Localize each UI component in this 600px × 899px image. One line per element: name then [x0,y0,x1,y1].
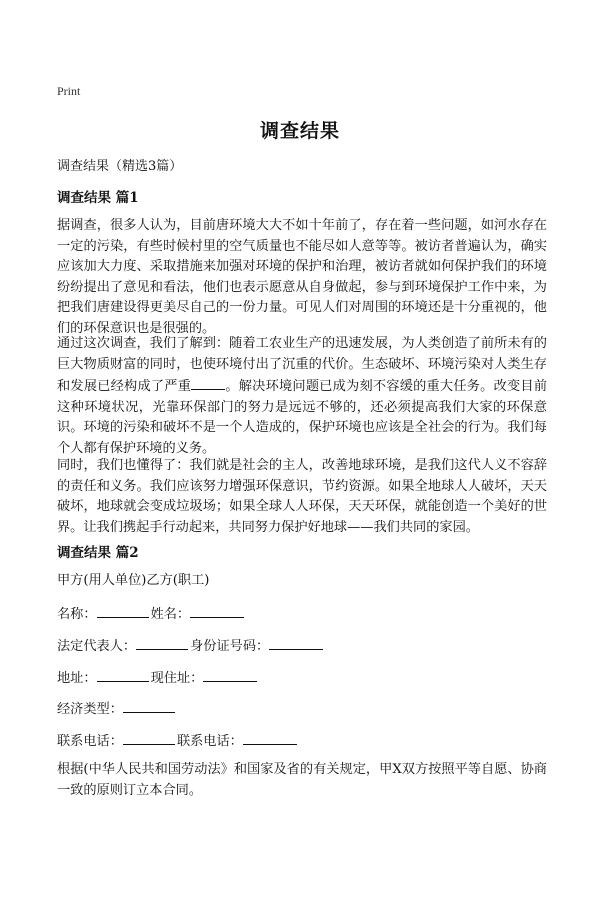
fill-in-blank [191,375,225,390]
representative-blank [136,635,188,650]
phone-blank-2 [243,730,297,745]
print-label: Print [57,84,81,98]
document-title: 调查结果 [259,120,340,142]
form-row-address [57,667,259,688]
address-blank [97,667,149,682]
id-number-label: 身份证号码： [190,639,270,654]
name-label: 名称： [57,607,97,622]
name-blank [97,603,149,618]
contract-parties: 甲方(用人单位)乙方(职工) [57,573,210,588]
id-number-blank [269,635,323,650]
paragraph-2-text-start: 通过这次调查，我们了解到：随着工农业生产的迅速发展，为人类创造了前所未有的巨大物质财富的同时，也使环境付出了沉重的代价。生态破坏、环境污染对人类生存和发展已经构成了严重 [57,336,547,394]
document-subtitle: 调查结果（精选3篇） [57,159,183,174]
section2-heading: 调查结果 篇2 [57,545,139,561]
section1-heading: 调查结果 篇1 [57,190,139,206]
address-label: 地址： [57,671,97,686]
phone-blank-1 [123,730,175,745]
section1-paragraph-3: 同时，我们也懂得了：我们就是社会的主人，改善地球环境，是我们这代人义不容辞的责任和义务。我们应该努力增强环保意识，节约资源。如果全地球人人破坏，天天破坏，地球就会变成垃圾场；如果全球人人环保，天天环保，就能创造一个美好的世界。让我们携起手行动起来，共同努力保护好地球——我们共同的家园。 [57,458,547,535]
form-row-name [57,603,246,624]
current-address-blank [203,667,257,682]
current-address-label: 现住址： [150,671,204,686]
contract-closing-paragraph: 根据(中华人民共和国劳动法》和国家及省的有关规定，甲X双方按照平等自愿、协商一致的原则订立本合同。 [57,762,547,798]
representative-label: 法定代表人： [57,639,137,654]
person-name-blank [190,603,244,618]
phone-label-1: 联系电话： [57,734,123,749]
economic-type-blank [123,698,175,713]
section1-paragraph-1: 据调查，很多人认为，目前唐环境大大不如十年前了，存在着一些问题，如河水存在一定的污染，有些时候村里的空气质量也不能尽如人意等等。被访者普遍认为，确实应该加大力度、采取措施来加强对环境的保护和治理，被访者就如何保护我们的环境纷纷提出了意见和看法，他们也表示愿意从自身做起，参与到环境保护工作中来，为把我们唐建设得更美尽自己的一份力量。可见人们对周围的环境还是十分重视的，他们的环保意识也是很强的。 [57,218,547,336]
form-row-representative [57,635,325,656]
form-row-phone [57,730,299,751]
person-name-label: 姓名： [150,607,191,622]
economic-type-label: 经济类型： [57,702,123,717]
paragraph-2-text-end: 。解决环境问题已成为刻不容缓的重大任务。改变目前这种环境状况，光靠环保部门的努力是远远不够的，还必须提高我们大家的环保意识。环境的污染和破坏不是一个人造成的，保护环境也应该是全社会的行为。我们每个人都有保护环境的义务。 [57,379,548,456]
phone-label-2: 联系电话： [176,734,243,749]
section1-paragraph-2 [57,334,547,459]
form-row-economic-type [57,698,177,719]
